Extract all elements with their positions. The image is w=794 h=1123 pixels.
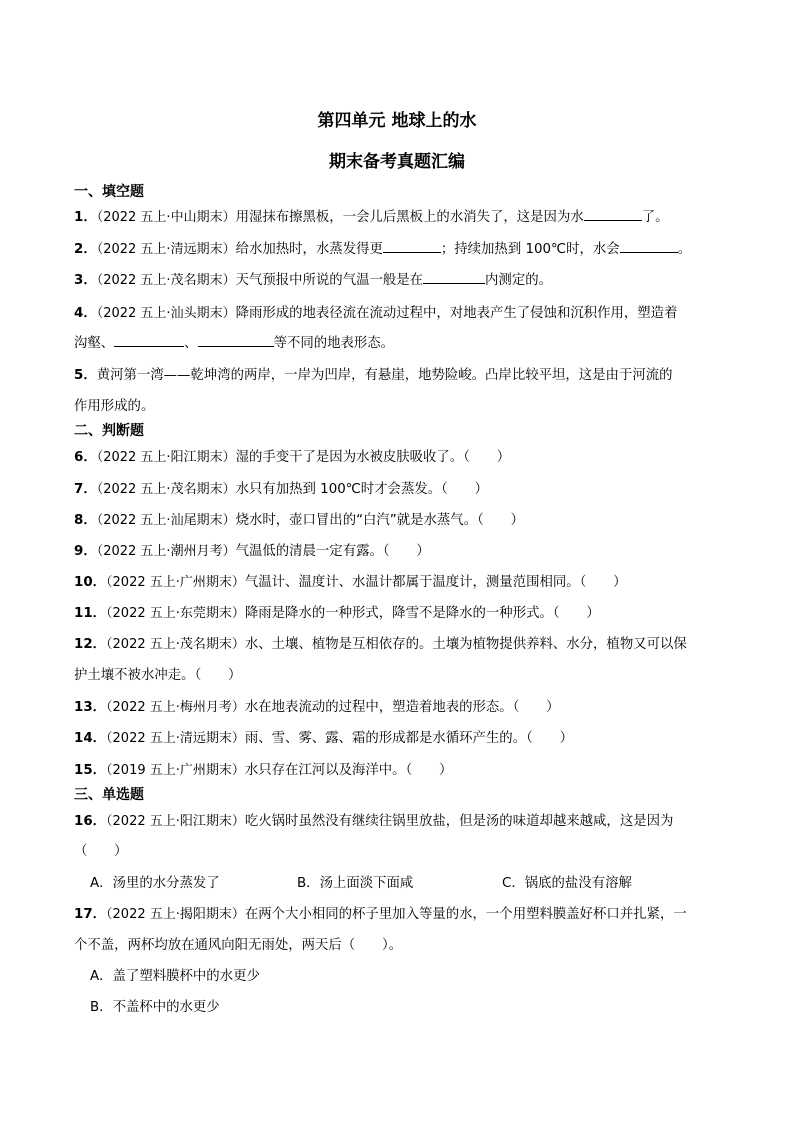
answer-blank[interactable] bbox=[423, 271, 485, 284]
question-15: 15．（2019 五上·广州期末）水只存在江河以及海洋中。（ ） bbox=[74, 763, 453, 778]
question-7: 7．（2022 五上·茂名期末）水只有加热到 100℃时才会蒸发。（ ） bbox=[74, 482, 488, 497]
option-a[interactable]: A．盖了塑料膜杯中的水更少 bbox=[90, 969, 260, 984]
page-title: 第四单元 地球上的水 bbox=[317, 111, 477, 131]
question-1: 1．（2022 五上·中山期末）用湿抹布擦黑板，一会儿后黑板上的水消失了，这是因为水 了。 bbox=[74, 210, 669, 225]
question-3: 3．（2022 五上·茂名期末）天气预报中所说的气温一般是在 内测定的。 bbox=[74, 273, 552, 288]
answer-blank[interactable] bbox=[584, 208, 642, 221]
answer-blank[interactable] bbox=[114, 334, 184, 347]
section-fill-blank: 一、填空题 bbox=[74, 184, 144, 200]
question-16: 16．（2022 五上·阳江期末）吃火锅时虽然没有继续往锅里放盐，但是汤的味道却越来越咸，这是因为 bbox=[74, 814, 674, 829]
section-single-choice: 三、单选题 bbox=[74, 787, 144, 803]
question-12: 12．（2022 五上·茂名期末）水、土壤、植物是互相依存的。土壤为植物提供养料、水分，植物又可以保 bbox=[74, 637, 687, 652]
question-17-line-2: 个不盖，两杯均放在通风向阳无雨处，两天后（ ）。 bbox=[74, 938, 403, 953]
answer-blank[interactable] bbox=[198, 334, 274, 347]
question-2: 2．（2022 五上·清远期末）给水加热时，水蒸发得更 ；持续加热到 100℃时，水会 。 bbox=[74, 242, 692, 257]
question-12-line-2: 护土壤不被水冲走。（ ） bbox=[74, 668, 242, 683]
option-a[interactable]: A．汤里的水分蒸发了 bbox=[90, 876, 220, 891]
question-5-line-2: 作用形成的。 bbox=[74, 399, 155, 414]
question-6: 6．（2022 五上·阳江期末）湿的手变干了是因为水被皮肤吸收了。（ ） bbox=[74, 450, 511, 465]
question-10: 10．（2022 五上·广州期末）气温计、温度计、水温计都属于温度计，测量范围相同。（ ） bbox=[74, 575, 627, 590]
page-subtitle: 期末备考真题汇编 bbox=[329, 152, 465, 172]
question-14: 14．（2022 五上·清远期末）雨、雪、雾、露、霜的形成都是水循环产生的。（ ） bbox=[74, 731, 573, 746]
option-b[interactable]: B．不盖杯中的水更少 bbox=[90, 1000, 220, 1015]
question-4: 4．（2022 五上·汕头期末）降雨形成的地表径流在流动过程中，对地表产生了侵蚀和沉积作用，塑造着 bbox=[74, 306, 678, 321]
option-c[interactable]: C．锅底的盐没有溶解 bbox=[502, 876, 632, 891]
answer-blank[interactable] bbox=[620, 240, 678, 253]
answer-blank[interactable] bbox=[383, 240, 441, 253]
option-b[interactable]: B．汤上面淡下面咸 bbox=[297, 876, 414, 891]
question-13: 13．（2022 五上·梅州月考）水在地表流动的过程中，塑造着地表的形态。（ ） bbox=[74, 700, 560, 715]
question-17: 17．（2022 五上·揭阳期末）在两个大小相同的杯子里加入等量的水，一个用塑料膜盖好杯口并扎紧，一 bbox=[74, 907, 687, 922]
section-true-false: 二、判断题 bbox=[74, 423, 144, 439]
question-11: 11．（2022 五上·东莞期末）降雨是降水的一种形式，降雪不是降水的一种形式。（ ） bbox=[74, 606, 600, 621]
question-4-line-2: 沟壑、 、 等不同的地表形态。 bbox=[74, 336, 395, 351]
question-16-line-2: （ ） bbox=[74, 844, 128, 859]
question-9: 9．（2022 五上·潮州月考）气温低的清晨一定有露。（ ） bbox=[74, 544, 430, 559]
question-5: 5．黄河第一湾——乾坤湾的两岸，一岸为凹岸，有悬崖，地势险峻。凸岸比较平坦，这是由于河流的 bbox=[74, 368, 673, 383]
question-8: 8．（2022 五上·汕尾期末）烧水时，壶口冒出的“白汽”就是水蒸气。（ ） bbox=[74, 513, 524, 528]
